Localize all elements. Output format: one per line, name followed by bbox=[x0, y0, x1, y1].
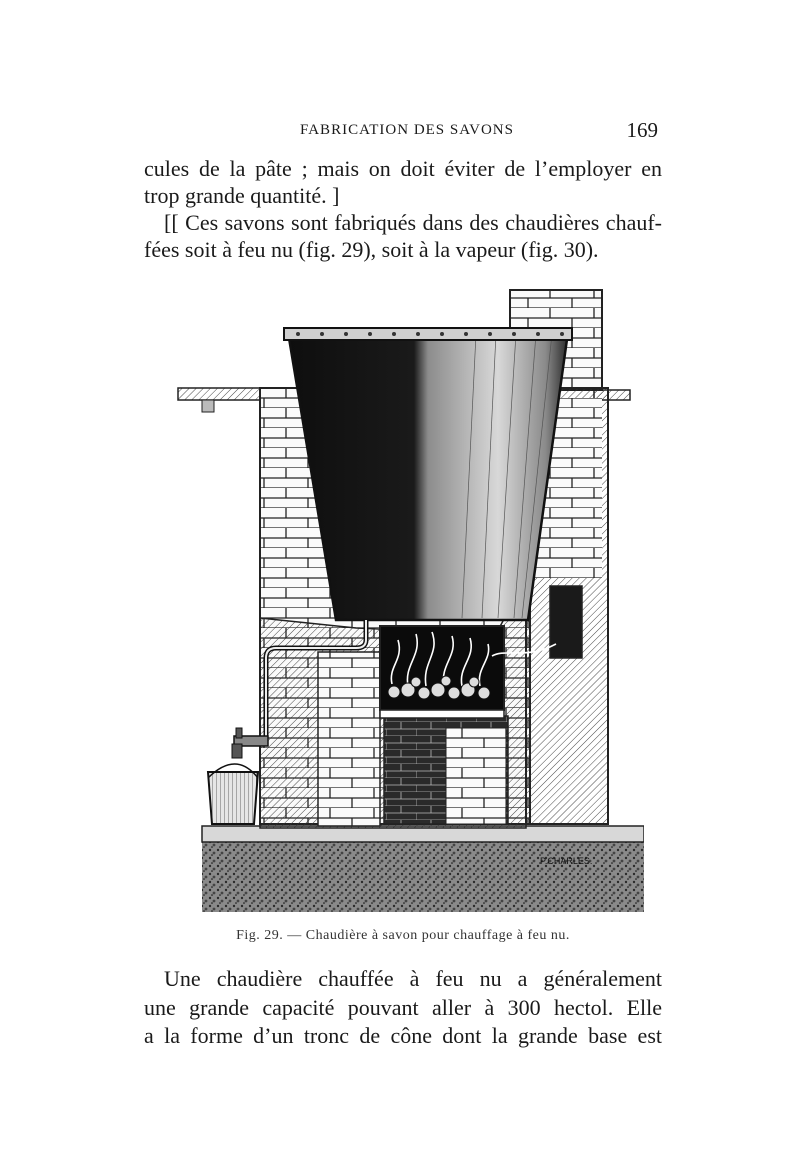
bucket bbox=[208, 772, 258, 824]
boiler-engraving bbox=[176, 288, 644, 914]
ground-layer bbox=[202, 840, 644, 912]
text-line: a la forme d’un tronc de cône dont la grande base est bbox=[144, 1023, 662, 1048]
text-line: une grande capacité pouvant aller à 300 hectol. Elle bbox=[144, 994, 662, 1020]
bottom-paragraph bbox=[144, 965, 662, 1051]
top-paragraphs bbox=[144, 155, 662, 263]
text-line: Une chaudière chauffée à feu nu a généralement bbox=[164, 966, 662, 991]
soap-kettle bbox=[288, 332, 568, 620]
figure-boiler-illustration bbox=[176, 288, 644, 914]
running-head bbox=[144, 118, 662, 148]
running-title: FABRICATION DES SAVONS bbox=[300, 122, 514, 138]
figure-caption: Fig. 29. — Chaudière à savon pour chauffage à feu nu. bbox=[236, 928, 570, 943]
text-line: trop grande quantité. ] bbox=[144, 183, 340, 208]
text-line: cules de la pâte ; mais on doit éviter de l’employer en bbox=[144, 156, 662, 181]
kettle-rim bbox=[284, 328, 572, 340]
page-number: 169 bbox=[626, 118, 658, 142]
engraver-signature: P.CHARLES. bbox=[540, 856, 593, 866]
text-line: [[ Ces savons sont fabriqués dans des chaudières chauf- bbox=[164, 210, 662, 235]
text-line: fées soit à feu nu (fig. 29), soit à la vapeur (fig. 30). bbox=[144, 237, 599, 262]
